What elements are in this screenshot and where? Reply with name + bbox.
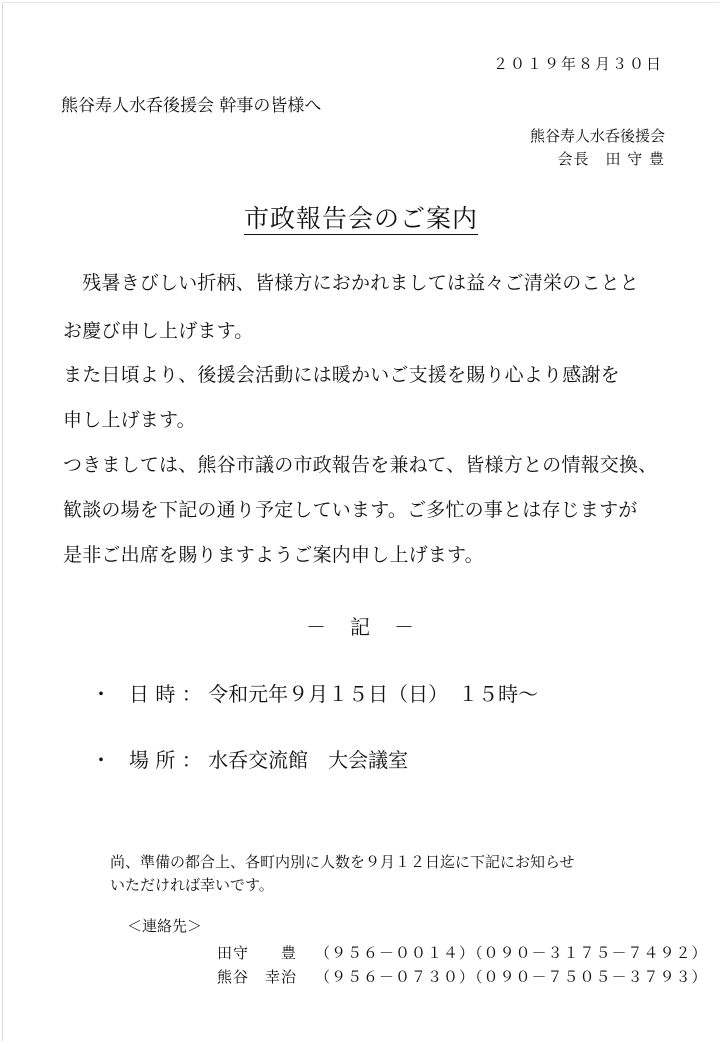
sender-organization: 熊谷寿人水呑後援会 bbox=[529, 127, 665, 145]
bullet: ・ bbox=[91, 748, 111, 772]
body-line: 残暑きびしい折柄、皆様方におかれましては益々ご清栄のことと bbox=[63, 272, 640, 294]
contact-phones: （９５６－００１４）（０９０－３１７５－７４９２） bbox=[315, 944, 708, 962]
ki-heading: － 記 － bbox=[306, 615, 416, 639]
detail-text: 日 時 ： 令和元年９月１５日（日） １５時～ bbox=[129, 682, 539, 706]
detail-datetime bbox=[91, 678, 538, 707]
recipient-line: 熊谷寿人水呑後援会 幹事の皆様へ bbox=[61, 96, 322, 116]
bullet: ・ bbox=[91, 682, 111, 706]
body-line: つきましては、熊谷市議の市政報告を兼ねて、皆様方との情報交換、 bbox=[63, 454, 658, 476]
note-line: いただければ幸いです。 bbox=[110, 876, 274, 894]
detail-text: 場 所 ： 水呑交流館 大会議室 bbox=[129, 748, 409, 772]
contact-phones: （９５６－０７３０）（０９０－７５０５－３７９３） bbox=[315, 968, 708, 986]
contact-name: 熊谷 幸治 bbox=[217, 968, 298, 986]
contact-heading: ＜連絡先＞ bbox=[127, 917, 203, 935]
letter-date: ２０１９年８月３０日 bbox=[492, 55, 663, 73]
contact-name: 田守 豊 bbox=[217, 944, 298, 962]
body-line: 是非ご出席を賜りますようご案内申し上げます。 bbox=[63, 544, 484, 566]
letter-page bbox=[2, 2, 719, 1041]
sender-name: 会長 田 守 豊 bbox=[557, 150, 665, 168]
body-line: 歓談の場を下記の通り予定しています。ご多忙の事とは存じますが bbox=[63, 499, 638, 521]
body-line: 申し上げます。 bbox=[63, 409, 196, 431]
title-text: 市政報告会のご案内 bbox=[243, 204, 478, 233]
note-line: 尚、準備の都合上、各町内別に人数を９月１２日迄に下記にお知らせ bbox=[110, 853, 575, 871]
body-line: お慶び申し上げます。 bbox=[63, 320, 254, 342]
page-title bbox=[3, 199, 719, 235]
detail-venue bbox=[91, 744, 408, 773]
body-line: また日頃より、後援会活動には暖かいご支援を賜り心より感謝を bbox=[63, 364, 620, 386]
